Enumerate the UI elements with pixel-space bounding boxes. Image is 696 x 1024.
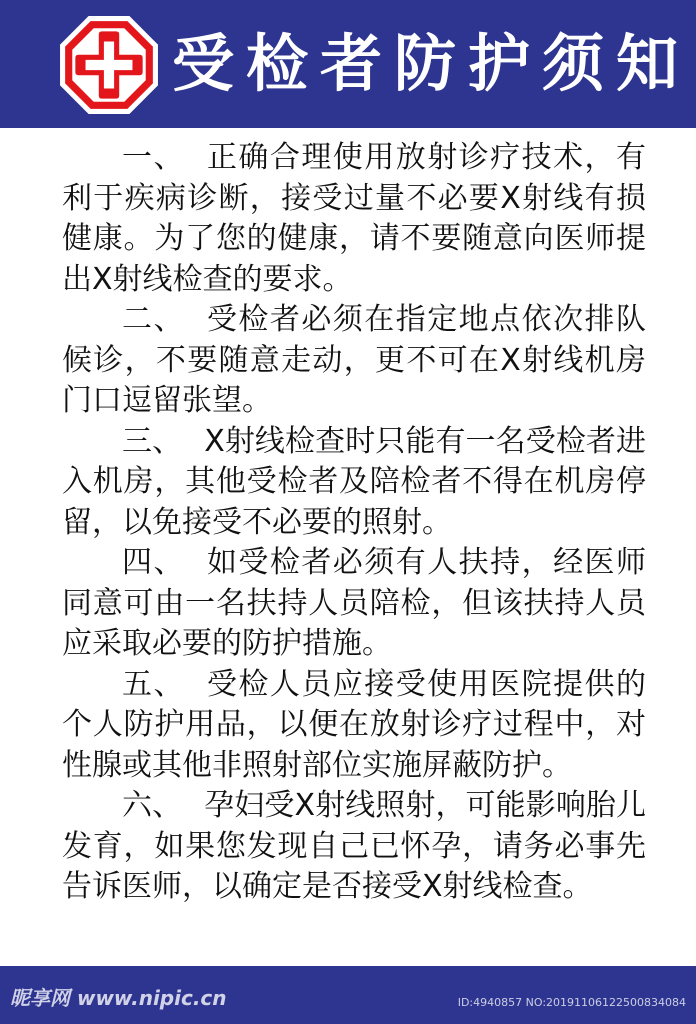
item-text: 如受检者必须有人扶持，经医师同意可由一名扶持人员陪检，但该扶持人员应采取必要的防护措施。 (62, 545, 647, 661)
notice-item-1 (62, 138, 646, 300)
header-banner (0, 0, 696, 128)
notice-item-3 (62, 422, 646, 544)
notice-item-5 (62, 665, 646, 787)
item-text: 受检者必须在指定地点依次排队候诊，不要随意走动，更不可在X射线机房门口逗留张望。 (62, 302, 647, 418)
item-number: 一、 (122, 140, 185, 175)
red-cross-shield-icon (58, 14, 160, 116)
item-text: 孕妇受X射线照射，可能影响胎儿发育，如果您发现自己已怀孕，请务必事先告诉医师，以确定是否接受X射线检查。 (62, 788, 646, 904)
page-title: 受检者防护须知 (172, 27, 691, 100)
notice-item-2 (62, 300, 646, 422)
item-number: 五、 (122, 666, 185, 702)
item-number: 六、 (122, 788, 183, 823)
notice-content (62, 138, 646, 908)
image-id-label: ID:4940857 NO:20191106122500834084 (457, 996, 686, 1009)
watermark: 昵享网 www.nipic.cn (10, 986, 227, 1010)
item-number: 四、 (122, 545, 185, 580)
notice-item-4 (62, 543, 646, 665)
item-number: 二、 (122, 302, 185, 337)
item-number: 三、 (122, 423, 183, 459)
notice-item-6 (62, 786, 646, 908)
item-text: 受检人员应接受使用医院提供的个人防护用品，以便在放射诊疗过程中，对性腺或其他非照射部位实施屏蔽防护。 (62, 666, 647, 783)
item-text: X射线检查时只能有一名受检者进入机房，其他受检者及陪检者不得在机房停留，以免接受不必要的照射。 (62, 423, 646, 540)
item-text: 正确合理使用放射诊疗技术，有利于疾病诊断，接受过量不必要X射线有损健康。为了您的健康，请不要随意向医师提出X射线检查的要求。 (62, 140, 647, 297)
